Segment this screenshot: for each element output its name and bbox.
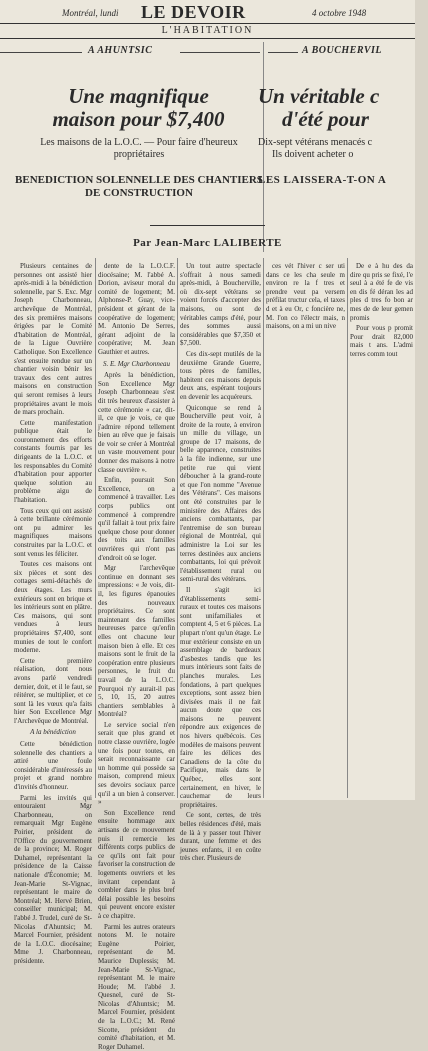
- left-caption: [15, 174, 263, 200]
- paragraph: ces vét l'hiver c ser uti dans ce les cha seule m environ re la f tres et prendre veut pa versem préfilat tructur cela, el taxes d et à eu Or, c foncière ne, M. l'on co l'électr mais, n maisons, on a mi un nive: [266, 262, 345, 331]
- byline-rule: [150, 225, 265, 226]
- paragraph: Il s'agit ici d'établissements semi-ruraux et toutes ces maisons sont unifamiliales et comptent 4, 5 et 6 pièces. La plupart n'ont qu'un étage. Le mur extérieur consiste en un assemblage de bardeaux d'asbestes tandis que les murs intérieurs sont faits de planches murales. Les fondations, à part quelques exceptions, sont assez bien divisées mais il ne fait aucun doute que ces maisons ne peuvent répondre aux exigences de nos hivers québécois. Ces modèles de maisons peuvent faire les délices des Canadiens de la côte du Pacifique, mais dans le Québec, elles sont certainement, en hiver, le cauchemar de leurs propriétaires.: [180, 585, 261, 809]
- column-rule-4: [347, 258, 348, 798]
- kicker-rule-left-2: [180, 52, 260, 53]
- masthead-title: LE DEVOIR: [141, 2, 246, 22]
- paragraph: De e à hu des da dire qu pris se fixé, l'e seul à a été fe de vis en dis fé déran les ad ples d tres fo bon ar mes de de leur gemen promis: [350, 262, 413, 322]
- paragraph: Ces dix-sept mutilés de la deuxième Grande Guerre, tous pères de familles, habitent ces maisons depuis deux ans, espérant toujours en devenir les acquéreurs.: [180, 349, 261, 401]
- column-rule-3: [263, 258, 264, 798]
- masthead-dateline: Montréal, lundi: [62, 8, 119, 18]
- paragraph: Enfin, poursuit Son Excellence, on a commencé à travailler. Les corps publics ont commencé à comprendre qu'il fallait à tout prix faire quelque chose pour donner des toits aux familles ouvrières qui n'ont pas d'endroit où se loger.: [98, 476, 175, 562]
- right-headline-line2: d'été pour: [282, 107, 369, 131]
- paragraph: Ce sont, certes, de très belles résidences d'été, mais de là à y passer tout l'hiver durant, une femme et des jeunes enfants, il en coûte très cher. Plusieurs de: [180, 811, 261, 863]
- paragraph: Cette bénédiction solennelle des chantiers a attiré une foule considérable d'intéressés au projet et grand nombre d'invités d'honneur.: [14, 740, 92, 792]
- paragraph: Quiconque se rend à Boucherville peut voir, à droite de la route, à environ un mille du village, un groupe de 17 maisons, de belle apparence, construites à la file indienne, sur une petite rue qui vient déboucher à la grand-route et que l'on nomme "Avenue des Vétérans". Ces maisons ont été construites par le ministère des Affaires des anciens combattants, par l'entremise de son bureau régional de Montréal, qui administre la Loi sur les terres destinées aux anciens combattants, loi qui prévoit l'établissement rural ou semi-rural des vétérans.: [180, 403, 261, 584]
- left-headline-line1: Une magnifique: [68, 84, 209, 108]
- kicker-rule-right: [268, 52, 298, 53]
- column-rule-2: [177, 258, 178, 798]
- section-title: L'HABITATION: [161, 25, 254, 36]
- paragraph: Toutes ces maisons ont six pièces et sont des cottages semi-détachés de deux étages. Les murs extérieurs sont en brique et les intérieurs sont en plâtre. Ces maisons, qui sont vendues à leurs propriétaires $7,400, sont munies de tout le confort moderne.: [14, 560, 92, 655]
- paragraph: Cette manifestation publique était le couronnement des efforts constants fournis par les dirigeants de la L.O.C. et les responsables du Comité d'habitation pour apporter quelque solution au problème aigu de l'habitation.: [14, 418, 92, 505]
- paragraph: Parmi les autres orateurs notons M. le notaire Eugène Poirier, représentant de M. Maurice Duplessis; M. Jean-Marie St-Vignac, représentant M. le maire Houde; M. l'abbé J. Quesnel, curé de St-Nicolas d'Ahuntsic; M. Marcel Fournier, président de la L.O.C.; M. René Sicotte, président du comité d'habitation, et M. Roger Duhamel.: [98, 922, 175, 1051]
- column-subheading: S. E. Mgr Charbonneau: [102, 359, 171, 368]
- article-column-1: [14, 262, 92, 965]
- column-rule-1: [95, 258, 96, 798]
- byline: Par Jean-Marc LALIBERTE: [133, 237, 282, 249]
- left-headline-line2: maison pour $7,400: [52, 107, 225, 131]
- column-subheading: A la bénédiction: [30, 728, 76, 737]
- masthead-rule: [0, 23, 415, 24]
- paragraph: Parmi les invités qui entouraient Mgr Charbonneau, on remarquait Mgr Eugène Poirier, président de l'Office du gouvernement de la province; M. Roger Duhamel, représentant la présidence de la Caisse nationale d'Économie; M. Jean-Marie St-Vignac, représentant le maire de Montréal; M. Hervé Brien, conseiller municipal; M. l'abbé J. Trudel, curé de St-Nicolas d'Ahuntsic; M. Marcel Fournier, président de la L.O.C. diocésaine; Mme J. Charbonneau, présidente.: [14, 793, 92, 965]
- paragraph: Pour vous p promit Pour drait 82,000 mais t ans. L'admi terres comm tout: [350, 324, 413, 358]
- left-caption-line1: BENEDICTION SOLENNELLE DES CHANTIERS: [15, 174, 263, 186]
- masthead: [0, 2, 415, 24]
- paragraph: Après la bénédiction, Son Excellence Mgr Joseph Charbonneau s'est dit très heureux d'assister à cette cérémonie « car, dit-il, ce que je vois, ce que j'admire répond tellement bien au rêve que je faisais de voir se créer à Montréal un vaste mouvement pour donner des maisons à notre classe ouvrière ».: [98, 371, 175, 474]
- right-subhead: [258, 137, 428, 161]
- paragraph: Un tout autre spectacle s'offrait à nous samedi après-midi, à Boucherville, où dix-sept vétérans se voient forcés d'accepter des maisons, ou sont de véritables camps d'été, pour des sommes aussi considérables que $7,350 et $7,500.: [180, 262, 261, 348]
- kicker-rule-left: [0, 52, 82, 53]
- right-subhead-line1: Dix-sept vétérans menacés c: [258, 137, 373, 148]
- paragraph: Le service social n'en serait que plus grand et notre classe ouvrière, logée une fois pour toutes, en serait reconnaissante car un homme qui possède sa maison, comprend mieux ses devoirs sociaux parce qu'il a un bien à conserver. »: [98, 720, 175, 807]
- paragraph: Mgr l'archevêque continue en donnant ses impressions: « Je vois, dit-il, les figures épanouies des nouveaux propriétaires. Ce sont maintenant des familles heureuses parce qu'enfin elles ont chacune leur maison bien à elle. Et ces maisons sont le fruit de la coopération entre plusieurs personnes, le fruit du travail de la L.O.C. Pourquoi n'y aurait-il pas 5, 10, 15, 20 autres chantiers semblables à Montréal?: [98, 564, 175, 719]
- paragraph: Plusieurs centaines de personnes ont assisté hier après-midi à la bénédiction solennelle, par S. Exc. Mgr Joseph Charbonneau, archevêque de Montréal, des six premières maisons érigées par le Comité d'habitation de Montréal, de la Ligue Ouvrière Catholique. Son Excellence s'est ensuite rendue sur un chantier voisin bénir les travaux des cent autres maisons en construction qui seront remises à leurs propriétaires avant le mois de mars prochain.: [14, 262, 92, 417]
- right-caption: LES LAISSERA-T-ON A: [258, 174, 387, 186]
- masthead-date: 4 octobre 1948: [312, 8, 367, 18]
- paragraph: Son Excellence rend ensuite hommage aux artisans de ce mouvement puis il remercie les différents corps publics de ce qu'ils ont fait pour favoriser la construction de logements ouvriers et les invitant cependant à combler dans le plus bref délai possible les besoins qui peuvent encore exister à ce chapitre.: [98, 808, 175, 920]
- article-column-2: [98, 262, 175, 1051]
- right-kicker: A BOUCHERVIL: [302, 45, 383, 56]
- article-column-4: [266, 262, 345, 682]
- left-subhead: Les maisons de la L.O.C. — Pour faire d'heureux propriétaires: [40, 137, 238, 160]
- left-headline: [16, 85, 261, 131]
- right-subhead-line2: Ils doivent acheter o: [272, 149, 354, 160]
- paragraph: dente de la L.O.C.F. diocésaine; M. l'abbé A. Dorion, aviseur moral du comité de logement; M. Alphonse-P. Guay, vice-président et gérant de la coopérative de logement; M. Antonio De Serres, gérant adjoint de la coopérative; M. Jean Gauthier et autres.: [98, 262, 175, 356]
- paragraph: Cette première réalisation, dont nous avons parlé vendredi dernier, doit, et il le faut, se réitérer, se multiplier, et ce sont là les vœux qu'a faits hier Son Excellence Mgr l'Archevêque de Montréal.: [14, 656, 92, 725]
- article-column-3: [180, 262, 261, 863]
- section-rule: [0, 38, 415, 39]
- left-caption-line2: DE CONSTRUCTION: [85, 187, 193, 199]
- right-headline-line1: Un véritable c: [258, 84, 380, 108]
- paragraph: Tous ceux qui ont assisté à cette brillante cérémonie ont pu admirer les magnifiques maisons construites par la L.O.C. et sont venus les féliciter.: [14, 506, 92, 558]
- article-column-5: [350, 262, 413, 792]
- right-headline: [258, 85, 428, 131]
- left-kicker: A AHUNTSIC: [88, 45, 153, 56]
